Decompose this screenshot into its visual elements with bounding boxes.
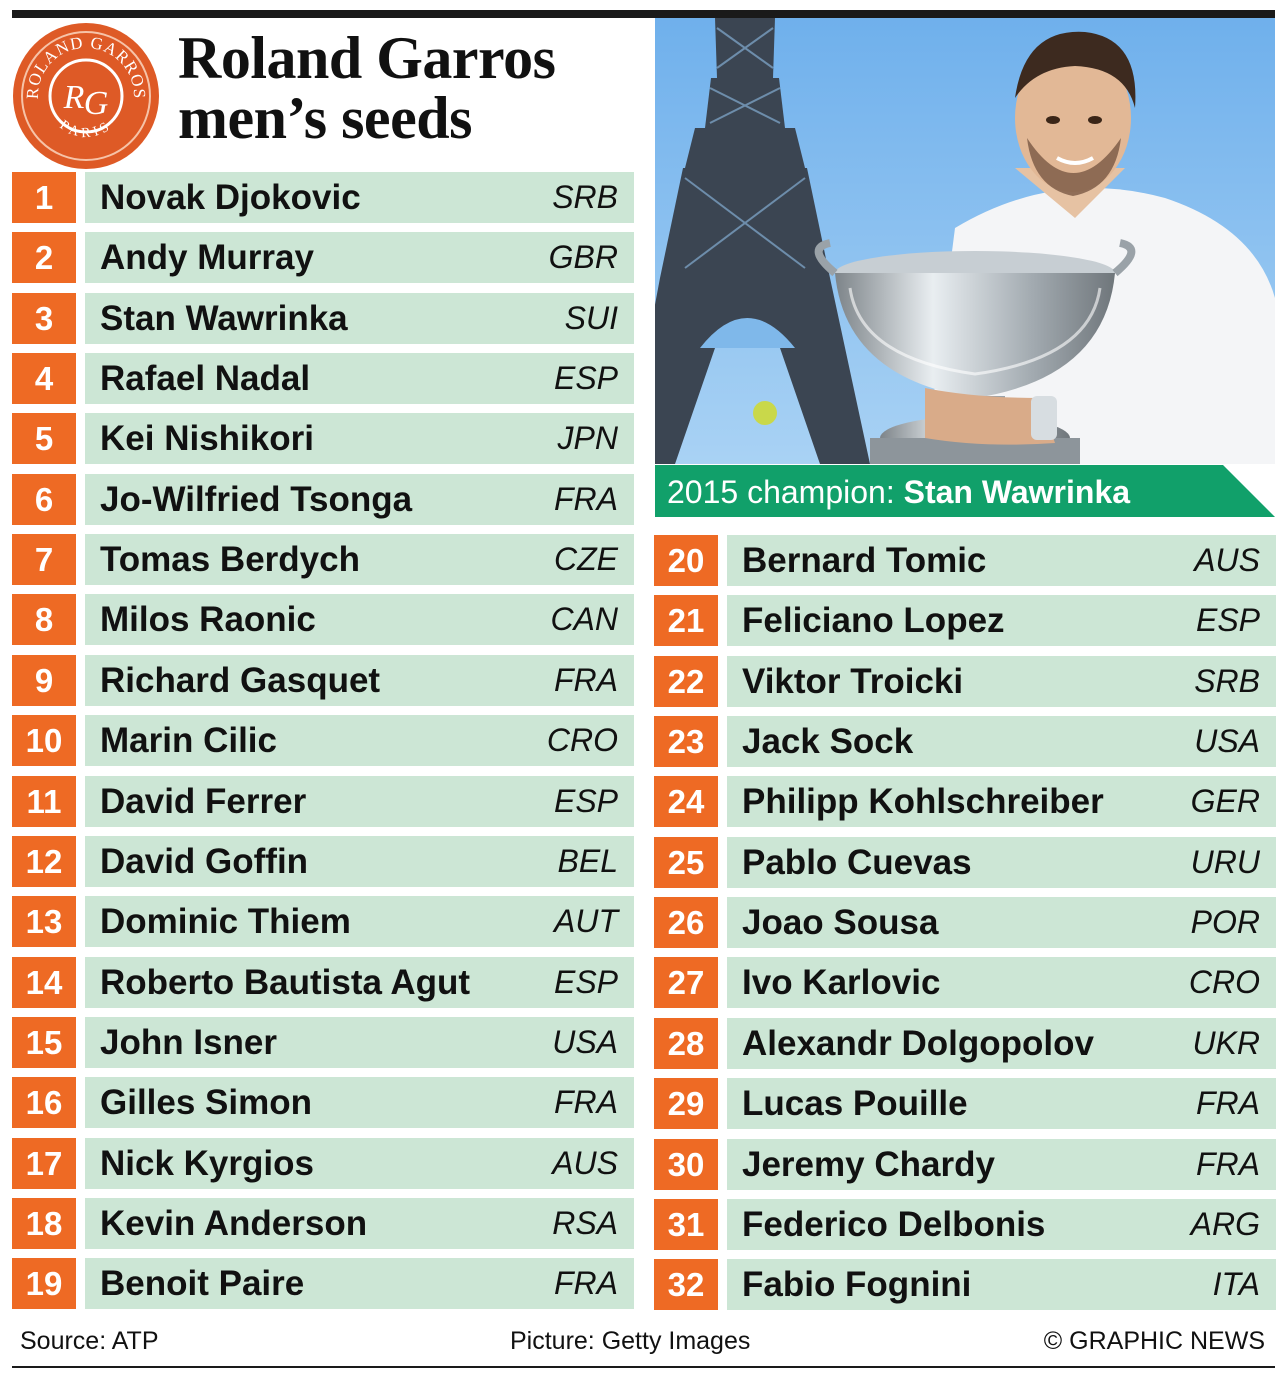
player-country: CZE	[554, 541, 618, 578]
seed-row	[12, 896, 634, 947]
seed-rank: 23	[654, 716, 718, 767]
player-name: Stan Wawrinka	[100, 298, 348, 338]
seed-rank: 30	[654, 1139, 718, 1190]
logo-bottom-text: PARIS	[56, 117, 116, 142]
seed-row	[12, 715, 634, 766]
seed-cell	[85, 353, 634, 404]
player-name: Gilles Simon	[100, 1083, 312, 1123]
seed-row	[654, 897, 1276, 948]
player-name: Richard Gasquet	[100, 660, 381, 700]
seed-rank: 32	[654, 1259, 718, 1310]
seed-cell	[85, 776, 634, 827]
player-country: ESP	[1195, 602, 1260, 639]
seed-rank: 21	[654, 595, 718, 646]
seed-cell	[727, 1199, 1276, 1250]
seed-cell	[85, 534, 634, 585]
seed-row	[654, 957, 1276, 1008]
seed-cell	[727, 535, 1276, 586]
seed-cell	[727, 1018, 1276, 1069]
player-name: Ivo Karlovic	[742, 963, 941, 1003]
seed-rank: 15	[12, 1017, 76, 1068]
seed-rank: 10	[12, 715, 76, 766]
player-country: ESP	[553, 360, 618, 397]
player-country: URU	[1190, 843, 1260, 880]
player-name: Joao Sousa	[742, 903, 939, 943]
bottom-rule	[12, 1366, 1275, 1368]
seed-cell	[727, 957, 1276, 1008]
player-name: Jeremy Chardy	[742, 1144, 995, 1184]
seed-cell	[85, 1198, 634, 1249]
champion-photo	[655, 18, 1275, 464]
champion-label	[667, 474, 1130, 510]
seed-cell	[85, 413, 634, 464]
seed-rank: 14	[12, 957, 76, 1008]
seed-cell	[727, 1259, 1276, 1310]
seed-cell	[85, 1258, 634, 1309]
player-country: JPN	[557, 420, 618, 457]
player-name: Philipp Kohlschreiber	[742, 782, 1104, 822]
seed-cell	[85, 594, 634, 645]
seed-row	[12, 1198, 634, 1249]
seed-row	[12, 232, 634, 283]
seed-rank: 1	[12, 172, 76, 223]
seed-rank: 27	[654, 957, 718, 1008]
seed-cell	[85, 715, 634, 766]
seed-row	[12, 413, 634, 464]
seed-row	[12, 534, 634, 585]
seed-row	[12, 655, 634, 706]
champion-banner	[655, 465, 1275, 520]
picture-credit: Picture: Getty Images	[510, 1327, 751, 1355]
seed-row	[654, 837, 1276, 888]
seed-row	[12, 776, 634, 827]
player-name: Tomas Berdych	[100, 540, 360, 580]
seed-rank: 8	[12, 594, 76, 645]
player-name: Milos Raonic	[100, 600, 316, 640]
seed-rank: 28	[654, 1018, 718, 1069]
player-country: FRA	[554, 480, 618, 517]
seed-rank: 17	[12, 1138, 76, 1189]
player-name: Federico Delbonis	[742, 1204, 1046, 1244]
player-name: Bernard Tomic	[742, 541, 987, 580]
player-name: Dominic Thiem	[100, 902, 351, 942]
seed-cell	[85, 172, 634, 223]
seed-cell	[85, 232, 634, 283]
graphic-news-credit: © GRAPHIC NEWS	[1043, 1327, 1265, 1355]
player-name: Lucas Pouille	[742, 1084, 968, 1124]
seed-row	[12, 957, 634, 1008]
seed-row	[12, 172, 634, 223]
logo-r-letter: R	[63, 79, 85, 116]
seed-cell	[727, 897, 1276, 948]
player-country: RSA	[552, 1205, 618, 1241]
player-country: ARG	[1190, 1205, 1260, 1242]
player-name: Andy Murray	[100, 238, 314, 278]
player-country: FRA	[554, 661, 618, 698]
seed-cell	[85, 1017, 634, 1068]
player-name: David Goffin	[100, 841, 309, 881]
seed-cell	[727, 716, 1276, 767]
seed-row	[12, 1017, 634, 1068]
seed-row	[654, 776, 1276, 827]
player-country: CRO	[546, 722, 618, 759]
seed-row	[654, 1018, 1276, 1069]
player-country: POR	[1190, 904, 1260, 941]
player-country: SRB	[552, 179, 618, 215]
player-country: SUI	[564, 299, 618, 336]
player-country: BEL	[557, 842, 618, 879]
seed-cell	[85, 655, 634, 706]
player-country: SRB	[1194, 662, 1260, 699]
seed-rank: 31	[654, 1199, 718, 1250]
seed-cell	[85, 957, 634, 1008]
seed-row	[12, 353, 634, 404]
seed-cell	[727, 837, 1276, 888]
top-rule	[12, 10, 1275, 18]
player-name: Marin Cilic	[100, 721, 277, 761]
player-name: Nick Kyrgios	[100, 1143, 314, 1183]
seed-rank: 24	[654, 776, 718, 827]
player-country: UKR	[1192, 1024, 1260, 1061]
player-name: Kei Nishikori	[100, 419, 314, 459]
logo-top-text: ROLAND GARROS	[22, 32, 150, 100]
player-country: CRO	[1188, 964, 1260, 1001]
seed-cell	[727, 1139, 1276, 1190]
player-name: Jo-Wilfried Tsonga	[100, 479, 413, 519]
player-country: FRA	[554, 1084, 618, 1121]
seed-row	[12, 836, 634, 887]
player-country: ESP	[553, 782, 618, 819]
title-line-1: Roland Garros	[178, 25, 556, 91]
player-name: Roberto Bautista Agut	[100, 962, 471, 1002]
seed-rank: 6	[12, 474, 76, 525]
title-line-2: men’s seeds	[178, 85, 472, 151]
seed-cell	[85, 293, 634, 344]
seed-rank: 13	[12, 896, 76, 947]
player-name: Benoit Paire	[100, 1264, 305, 1304]
seed-row	[654, 1199, 1276, 1250]
seed-rank: 19	[12, 1258, 76, 1309]
player-country: FRA	[1196, 1145, 1260, 1182]
seed-cell	[85, 1077, 634, 1128]
seed-row	[654, 1259, 1276, 1310]
seed-rank: 22	[654, 656, 718, 707]
seed-rank: 7	[12, 534, 76, 585]
player-country: AUS	[1194, 542, 1260, 578]
seed-rank: 20	[654, 535, 718, 586]
logo-g-letter: G	[83, 85, 109, 122]
player-name: Pablo Cuevas	[742, 842, 972, 882]
seed-row	[654, 595, 1276, 646]
seed-rank: 4	[12, 353, 76, 404]
seed-rank: 16	[12, 1077, 76, 1128]
seed-cell	[85, 836, 634, 887]
player-name: Rafael Nadal	[100, 359, 311, 399]
seed-rank: 11	[12, 776, 76, 827]
seed-row	[12, 1138, 634, 1189]
seed-cell	[85, 896, 634, 947]
seed-cell	[727, 656, 1276, 707]
player-country: CAN	[550, 601, 618, 638]
seed-row	[12, 1258, 634, 1309]
seed-row	[654, 535, 1276, 586]
seed-rank: 18	[12, 1198, 76, 1249]
player-country: AUT	[554, 903, 618, 940]
seed-row	[654, 716, 1276, 767]
player-name: Kevin Anderson	[100, 1204, 368, 1243]
seed-rank: 2	[12, 232, 76, 283]
seed-rank: 12	[12, 836, 76, 887]
player-country: FRA	[1196, 1085, 1260, 1122]
player-name: John Isner	[100, 1022, 277, 1062]
source-note: Source: ATP	[20, 1327, 159, 1355]
seed-rank: 29	[654, 1078, 718, 1129]
player-country: USA	[552, 1023, 618, 1060]
player-name: Feliciano Lopez	[742, 601, 1005, 641]
seed-rank: 5	[12, 413, 76, 464]
seed-rank: 3	[12, 293, 76, 344]
seed-row	[12, 594, 634, 645]
seed-cell	[85, 474, 634, 525]
seed-cell	[85, 1138, 634, 1189]
player-country: USA	[1194, 723, 1260, 760]
champion-name: Stan Wawrinka	[903, 474, 1131, 510]
seed-rank: 9	[12, 655, 76, 706]
player-name: Alexandr Dolgopolov	[742, 1023, 1094, 1063]
seed-cell	[727, 1078, 1276, 1129]
player-name: Fabio Fognini	[742, 1265, 972, 1305]
seed-row	[654, 1139, 1276, 1190]
seed-row	[12, 474, 634, 525]
player-name: Jack Sock	[742, 722, 914, 762]
seed-cell	[727, 595, 1276, 646]
seed-cell	[727, 776, 1276, 827]
champion-prefix: 2015 champion:	[667, 474, 904, 510]
player-country: GBR	[548, 239, 618, 276]
player-country: AUS	[552, 1144, 618, 1181]
page-title	[178, 25, 556, 151]
roland-garros-logo	[12, 22, 160, 170]
player-name: David Ferrer	[100, 781, 307, 821]
seed-row	[12, 1077, 634, 1128]
seed-row	[654, 656, 1276, 707]
seed-row	[654, 1078, 1276, 1129]
player-country: FRA	[554, 1265, 618, 1302]
player-name: Viktor Troicki	[742, 661, 964, 701]
player-country: ESP	[553, 963, 618, 1000]
player-name: Novak Djokovic	[100, 178, 361, 217]
seed-rank: 25	[654, 837, 718, 888]
seed-row	[12, 293, 634, 344]
player-country: ITA	[1212, 1266, 1260, 1303]
seed-rank: 26	[654, 897, 718, 948]
watch-icon	[1031, 396, 1057, 440]
player-country: GER	[1190, 783, 1260, 820]
